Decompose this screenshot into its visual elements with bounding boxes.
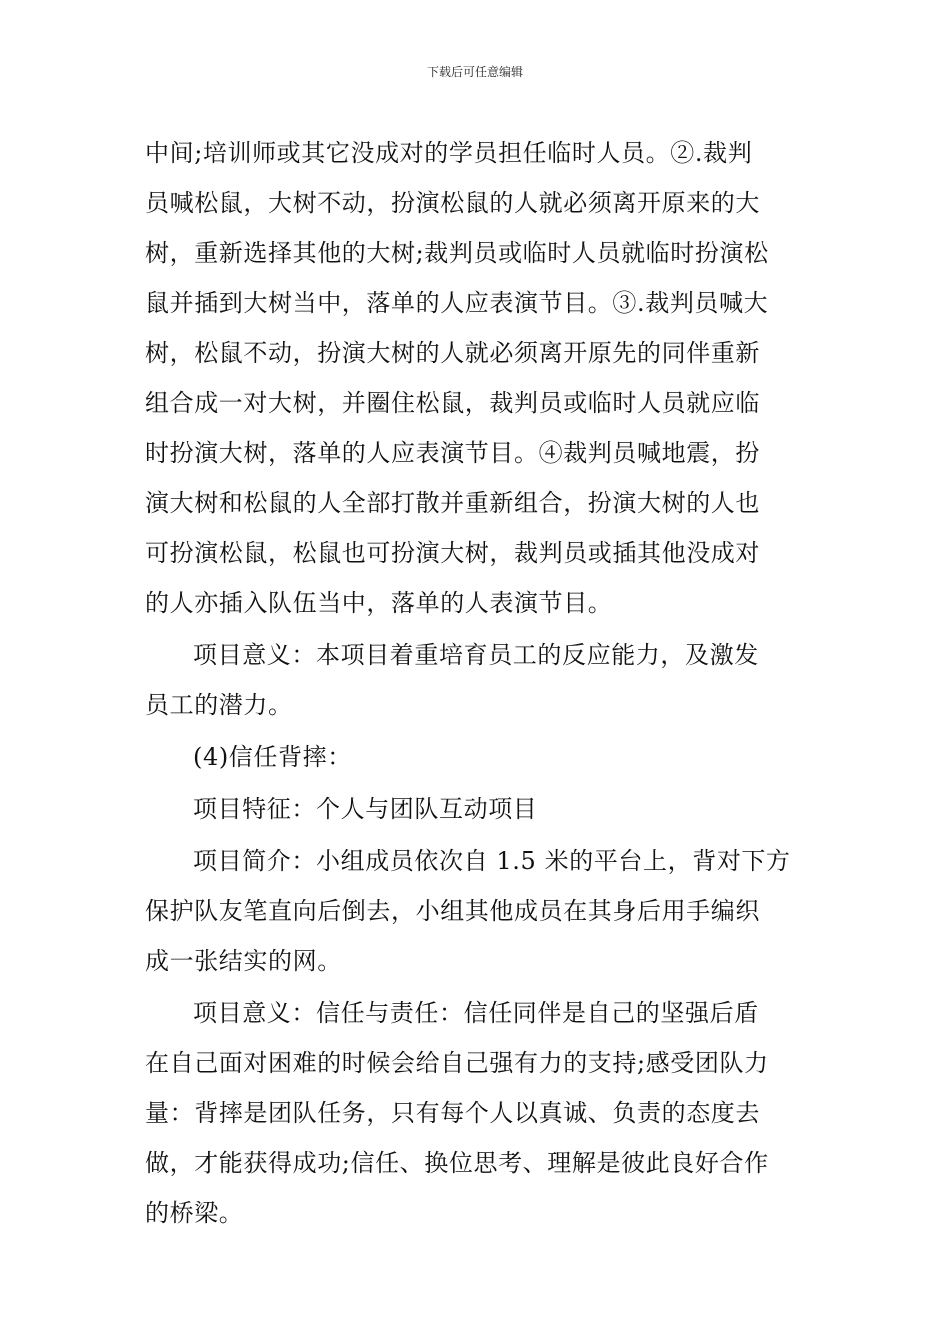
text-line: 员喊松鼠，大树不动，扮演松鼠的人就必须离开原来的大 <box>145 189 760 217</box>
section-heading-trust-fall <box>145 732 805 782</box>
paragraph-project-meaning-2 <box>145 988 805 1238</box>
text-line: 的桥梁。 <box>145 1199 244 1227</box>
text-line: 演大树和松鼠的人全部打散并重新组合，扮演大树的人也 <box>145 489 760 517</box>
text-line: 中间;培训师或其它没成对的学员担任临时人员。②.裁判 <box>145 139 753 167</box>
page-header: 下载后可任意编辑 <box>426 65 523 79</box>
text-line: 可扮演松鼠，松鼠也可扮演大树，裁判员或插其他没成对 <box>145 539 760 567</box>
paragraph-game-rules <box>145 128 805 628</box>
text-line: 项目意义：信任与责任：信任同伴是自己的坚强后盾 <box>193 999 759 1027</box>
text-line: 时扮演大树，落单的人应表演节目。④裁判员喊地震，扮 <box>145 439 760 467</box>
document-body <box>145 128 805 1238</box>
text-line: (4)信任背摔： <box>193 743 352 771</box>
paragraph-project-intro <box>145 836 805 986</box>
text-line: 在自己面对困难的时候会给自己强有力的支持;感受团队力 <box>145 1049 769 1077</box>
text-line: 项目简介：小组成员依次自 1.5 米的平台上，背对下方 <box>193 847 791 875</box>
text-line: 项目特征：个人与团队互动项目 <box>193 795 538 823</box>
text-line: 的人亦插入队伍当中，落单的人表演节目。 <box>145 589 613 617</box>
text-line: 保护队友笔直向后倒去，小组其他成员在其身后用手编织 <box>145 897 760 925</box>
text-line: 量：背摔是团队任务，只有每个人以真诚、负责的态度去 <box>145 1099 760 1127</box>
text-line: 树，松鼠不动，扮演大树的人就必须离开原先的同伴重新 <box>145 339 760 367</box>
text-line: 项目意义：本项目着重培育员工的反应能力，及激发 <box>193 641 759 669</box>
text-line: 员工的潜力。 <box>145 691 293 719</box>
text-line: 组合成一对大树，并圈住松鼠，裁判员或临时人员就应临 <box>145 389 760 417</box>
text-line: 树，重新选择其他的大树;裁判员或临时人员就临时扮演松 <box>145 239 769 267</box>
text-line: 做，才能获得成功;信任、换位思考、理解是彼此良好合作 <box>145 1149 769 1177</box>
paragraph-project-meaning-1 <box>145 630 805 730</box>
text-line: 成一张结实的网。 <box>145 947 342 975</box>
text-line: 鼠并插到大树当中，落单的人应表演节目。③.裁判员喊大 <box>145 289 769 317</box>
paragraph-project-feature <box>145 784 805 834</box>
